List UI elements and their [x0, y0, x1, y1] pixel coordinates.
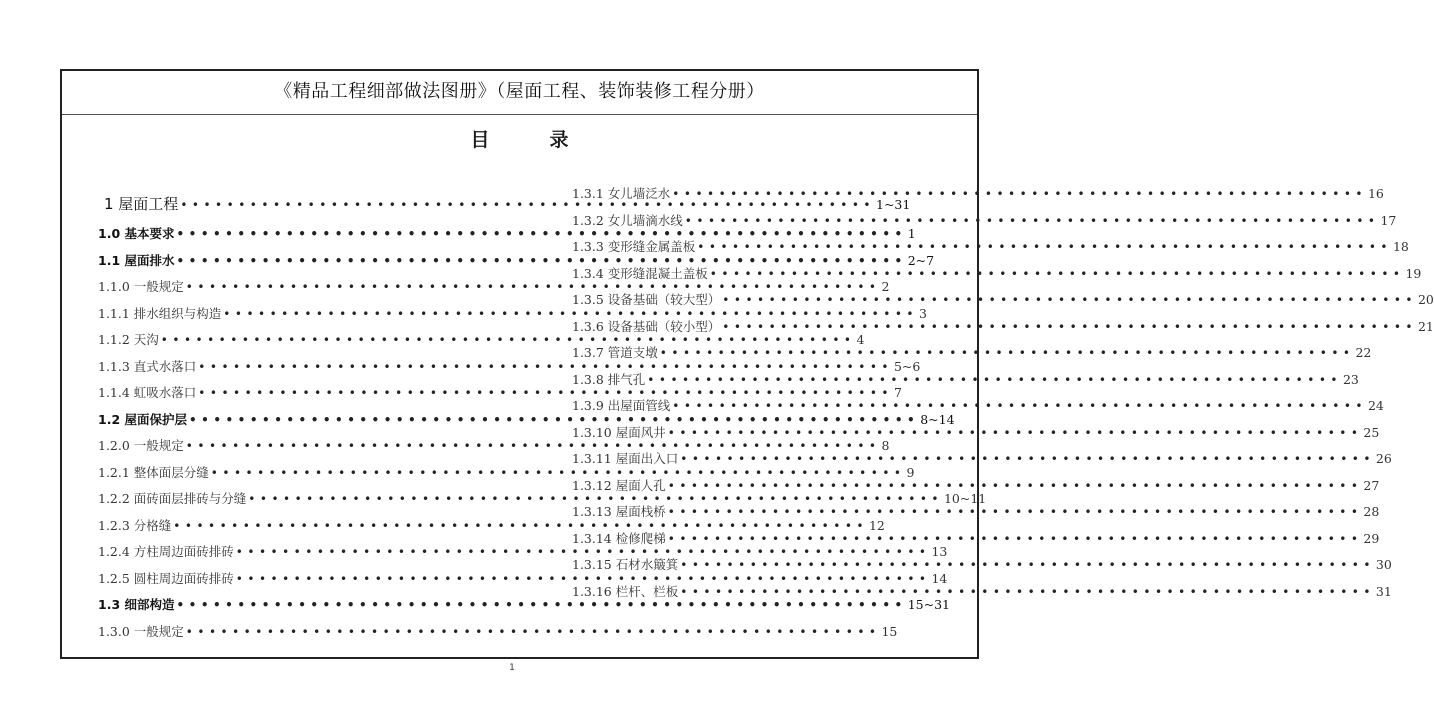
- toc-entry-title: 1.2.5 圆柱周边面砖排砖: [98, 570, 234, 586]
- toc-entry[interactable]: [572, 314, 1434, 341]
- toc-entry-title: 1.3.16 栏杆、栏板: [572, 583, 679, 599]
- toc-entry-page: 17: [1380, 212, 1397, 228]
- toc-entry-page: 26: [1375, 451, 1392, 466]
- toc-entry-page: 9: [906, 464, 915, 480]
- toc-entry-page: 28: [1363, 504, 1380, 519]
- dot-leader: ••••••••••••••••••••••••••••••••••••••••••••••••••••••••••••: [176, 598, 907, 612]
- dot-leader: ••••••••••••••••••••••••••••••••••••••••••••••••••••••••••••: [198, 359, 893, 374]
- toc-entry-page: 12: [868, 517, 885, 533]
- toc-entry[interactable]: [572, 579, 1392, 606]
- toc-entry-title: 1.3.7 管道支墩: [572, 345, 658, 360]
- dot-leader: ••••••••••••••••••••••••••••••••••••••••••••••••••••••••••••: [684, 213, 1380, 228]
- toc-entry-page: 5~6: [893, 358, 921, 374]
- toc-entry-title: 1.3 细部构造: [98, 597, 175, 612]
- dot-leader: ••••••••••••••••••••••••••••••••••••••••••••••••••••••••••••: [697, 240, 1392, 254]
- toc-entry[interactable]: [572, 287, 1434, 314]
- dot-leader: ••••••••••••••••••••••••••••••••••••••••••••••••••••••••••••: [680, 558, 1375, 572]
- toc-entry-page: 1: [907, 226, 916, 241]
- toc-entry-title: 1.2.2 面砖面层排砖与分缝: [98, 491, 247, 506]
- toc-entry-page: 21: [1417, 318, 1434, 334]
- toc-entry-page: 1~31: [876, 197, 911, 212]
- document-title: 《精品工程细部做法图册》（屋面工程、装饰装修工程分册）: [62, 71, 977, 115]
- toc-heading: [62, 125, 977, 152]
- toc-entry-title: 1.3.9 出屋面管线: [572, 398, 671, 413]
- toc-entry[interactable]: [572, 261, 1422, 288]
- toc-entry-title: 1.3.5 设备基础（较大型）: [572, 292, 721, 307]
- toc-entry-page: 24: [1367, 398, 1384, 413]
- toc-entry-title: 1.3.12 屋面人孔: [572, 477, 666, 493]
- toc-right-column: [572, 181, 1434, 605]
- toc-entry-page: 29: [1363, 530, 1380, 546]
- toc-entry-title: 1.1.2 天沟: [98, 332, 159, 347]
- toc-entry-title: 1.1.1 排水组织与构造: [98, 305, 222, 321]
- toc-entry-page: 14: [931, 570, 948, 586]
- toc-entry-title: 1.3.15 石材水簸箕: [572, 557, 679, 572]
- dot-leader: ••••••••••••••••••••••••••••••••••••••••••••••••••••••••••••: [185, 624, 881, 639]
- dot-leader: ••••••••••••••••••••••••••••••••••••••••••••••••••••••••••••: [667, 425, 1363, 440]
- toc-entry-page: 10~11: [943, 491, 987, 506]
- toc-entry[interactable]: [572, 420, 1380, 447]
- dot-leader: ••••••••••••••••••••••••••••••••••••••••••••••••••••••••••••: [672, 399, 1367, 413]
- dot-leader: ••••••••••••••••••••••••••••••••••••••••••••••••••••••••••••: [659, 346, 1355, 360]
- dot-leader: ••••••••••••••••••••••••••••••••••••••••••••••••••••••••••••: [235, 571, 931, 586]
- toc-entry-title: 1.3.10 屋面风井: [572, 424, 666, 440]
- toc-entry-title: 1.3.13 屋面栈桥: [572, 504, 666, 519]
- toc-entry[interactable]: [572, 234, 1409, 261]
- page-frame: [60, 69, 1434, 659]
- toc-entry[interactable]: [572, 340, 1372, 367]
- toc-entry-title: 1.3.1 女儿墙泛水: [572, 186, 671, 201]
- toc-heading-char-2: 录: [549, 129, 569, 151]
- toc-entry-page: 2~7: [907, 252, 935, 268]
- dot-leader: ••••••••••••••••••••••••••••••••••••••••••••••••••••••••••••: [667, 531, 1363, 546]
- toc-entry-page: 13: [931, 544, 948, 559]
- toc-entry-page: 30: [1375, 557, 1392, 572]
- dot-leader: ••••••••••••••••••••••••••••••••••••••••••••••••••••••••••••: [176, 253, 907, 268]
- dot-leader: ••••••••••••••••••••••••••••••••••••••••••••••••••••••••••••: [189, 412, 920, 427]
- toc-entry-page: 31: [1375, 583, 1392, 599]
- toc-entry-title: 1.3.6 设备基础（较小型）: [572, 318, 721, 334]
- toc-entry[interactable]: [98, 592, 950, 619]
- toc-entry-page: 25: [1363, 424, 1380, 440]
- toc-entry-page: 27: [1363, 477, 1380, 493]
- toc-entry-page: 18: [1392, 239, 1409, 254]
- toc-entry-title: 1.2.3 分格缝: [98, 517, 172, 533]
- dot-leader: ••••••••••••••••••••••••••••••••••••••••••••••••••••••••••••: [160, 333, 856, 347]
- dot-leader: ••••••••••••••••••••••••••••••••••••••••••••••••••••••••••••: [210, 465, 906, 480]
- toc-entry-page: 3: [918, 305, 927, 321]
- toc-entry-page: 22: [1355, 345, 1372, 360]
- dot-leader: ••••••••••••••••••••••••••••••••••••••••••••••••••••••••••••: [185, 439, 881, 453]
- dot-leader: ••••••••••••••••••••••••••••••••••••••••••••••••••••••••••••: [672, 187, 1367, 201]
- toc-entry-page: 7: [893, 385, 902, 400]
- toc-entry[interactable]: [572, 367, 1359, 394]
- dot-leader: ••••••••••••••••••••••••••••••••••••••••••••••••••••••••••••: [198, 386, 893, 400]
- toc-entry-page: 15: [881, 623, 898, 639]
- toc-entry[interactable]: [572, 526, 1380, 553]
- toc-entry-title: 1.2 屋面保护层: [98, 411, 187, 427]
- toc-entry-page: 23: [1342, 371, 1359, 387]
- dot-leader: ••••••••••••••••••••••••••••••••••••••••••••••••••••••••••••: [176, 227, 907, 241]
- toc-entry[interactable]: [572, 393, 1384, 420]
- toc-entry-page: 8~14: [920, 411, 955, 427]
- toc-entry-title: 1.1.0 一般规定: [98, 279, 184, 294]
- toc-entry-page: 15~31: [907, 597, 950, 612]
- dot-leader: ••••••••••••••••••••••••••••••••••••••••••••••••••••••••••••: [248, 492, 943, 506]
- toc-entry[interactable]: [572, 181, 1384, 208]
- toc-entry-title: 1.2.4 方柱周边面砖排砖: [98, 544, 234, 559]
- dot-leader: ••••••••••••••••••••••••••••••••••••••••••••••••••••••••••••: [709, 266, 1405, 281]
- dot-leader: ••••••••••••••••••••••••••••••••••••••••••••••••••••••••••••: [185, 280, 881, 294]
- dot-leader: ••••••••••••••••••••••••••••••••••••••••••••••••••••••••••••: [173, 518, 868, 533]
- toc-entry[interactable]: [572, 499, 1380, 526]
- toc-entry-title: 1.3.2 女儿墙滴水线: [572, 212, 683, 228]
- toc-entry-title: 1.3.4 变形缝混凝土盖板: [572, 265, 708, 281]
- page-number: 1: [509, 663, 515, 673]
- toc-entry[interactable]: [572, 208, 1397, 235]
- dot-leader: ••••••••••••••••••••••••••••••••••••••••••••••••••••••••••••: [180, 198, 875, 212]
- toc-entry-page: 19: [1405, 265, 1422, 281]
- dot-leader: ••••••••••••••••••••••••••••••••••••••••••••••••••••••••••••: [680, 584, 1375, 599]
- toc-entry-title: 1.2.1 整体面层分缝: [98, 464, 209, 480]
- toc-entry[interactable]: [572, 552, 1392, 579]
- dot-leader: ••••••••••••••••••••••••••••••••••••••••••••••••••••••••••••: [722, 319, 1417, 334]
- toc-entry-page: 20: [1417, 292, 1434, 307]
- toc-entry-title: 1.3.11 屋面出入口: [572, 451, 679, 466]
- toc-entry-page: 8: [881, 438, 890, 453]
- dot-leader: ••••••••••••••••••••••••••••••••••••••••••••••••••••••••••••: [680, 452, 1375, 466]
- toc-entry-title: 1.0 基本要求: [98, 226, 175, 241]
- toc-entry-title: 1.3.0 一般规定: [98, 623, 184, 639]
- toc-entry[interactable]: [98, 619, 898, 646]
- toc-entry-title: 1.3.8 排气孔: [572, 371, 646, 387]
- toc-entry-title: 1.1 屋面排水: [98, 252, 175, 268]
- dot-leader: ••••••••••••••••••••••••••••••••••••••••••••••••••••••••••••: [223, 306, 918, 321]
- dot-leader: ••••••••••••••••••••••••••••••••••••••••••••••••••••••••••••: [667, 478, 1363, 493]
- dot-leader: ••••••••••••••••••••••••••••••••••••••••••••••••••••••••••••: [235, 545, 931, 559]
- toc-entry-title: 1.3.14 检修爬梯: [572, 530, 666, 546]
- toc-entry-title: 1 屋面工程: [104, 195, 179, 213]
- toc-entry-title: 1.3.3 变形缝金属盖板: [572, 239, 696, 254]
- toc-entry-page: 4: [856, 332, 865, 347]
- toc-entry-page: 2: [881, 279, 890, 294]
- toc-entry-title: 1.2.0 一般规定: [98, 438, 184, 453]
- toc-heading-char-1: 目: [470, 129, 490, 151]
- dot-leader: ••••••••••••••••••••••••••••••••••••••••••••••••••••••••••••: [647, 372, 1342, 387]
- toc-entry[interactable]: [572, 446, 1392, 473]
- toc-entry-title: 1.1.3 直式水落口: [98, 358, 197, 374]
- dot-leader: ••••••••••••••••••••••••••••••••••••••••••••••••••••••••••••: [722, 293, 1417, 307]
- toc-entry-title: 1.1.4 虹吸水落口: [98, 385, 197, 400]
- toc-entry-page: 16: [1367, 186, 1384, 201]
- dot-leader: ••••••••••••••••••••••••••••••••••••••••••••••••••••••••••••: [667, 505, 1363, 519]
